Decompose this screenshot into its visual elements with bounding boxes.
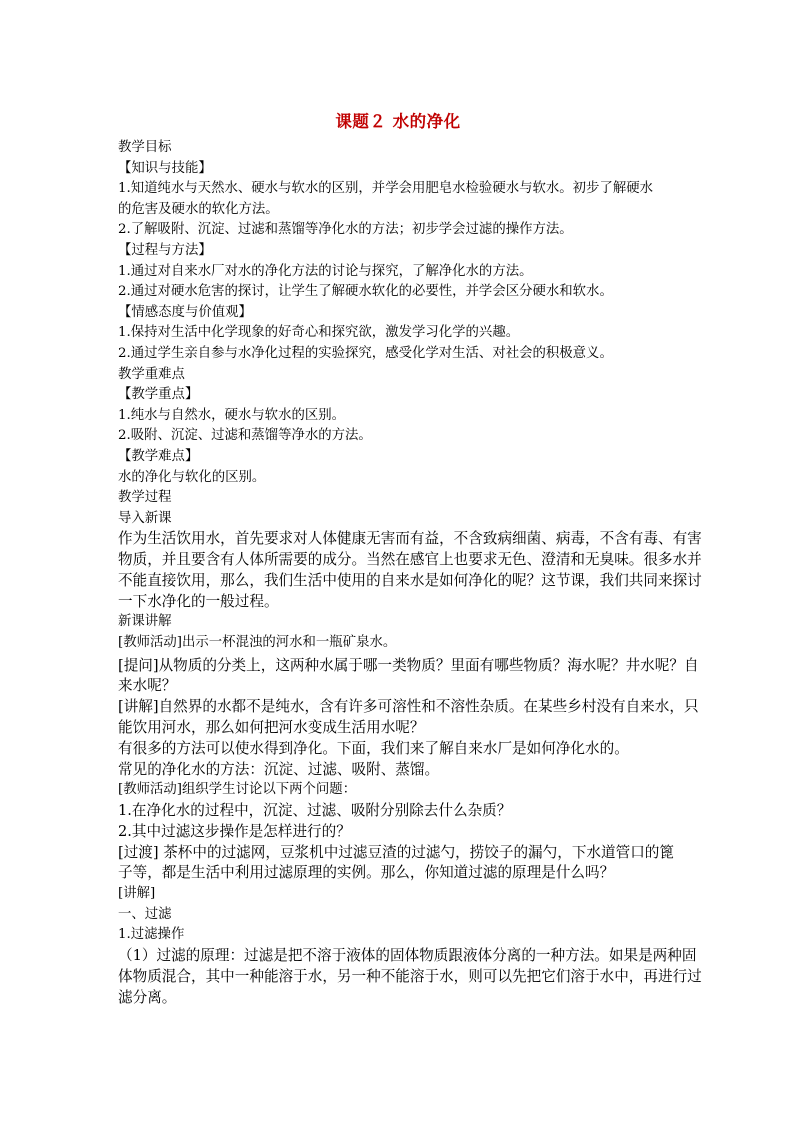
text-line: 1.通过对自来水厂对水的净化方法的讨论与探究，了解净化水的方法。: [118, 263, 533, 279]
text-line: 【知识与技能】: [118, 160, 212, 176]
text-line: 子等，都是生活中利用过滤原理的实例。那么，你知道过滤的原理是什么吗？: [118, 864, 615, 882]
text-line: 常见的净化水的方法：沉淀、过滤、吸附、蒸馏。: [118, 760, 440, 778]
text-line: 来水呢？: [118, 677, 177, 695]
page-title: 课题２ 水的净化: [335, 112, 461, 131]
text-line: 1.保持对生活中化学现象的好奇心和探究欲，激发学习化学的兴趣。: [118, 325, 520, 341]
text-line: 1.知道纯水与天然水、硬水与软水的区别，并学会用肥皂水检验硬水与软水。初步了解硬水: [118, 181, 654, 197]
text-line: 一、过滤: [118, 906, 172, 922]
section-question: [118, 656, 699, 781]
text-line: 2.了解吸附、沉淀、过滤和蒸馏等净化水的方法；初步学会过滤的操作方法。: [118, 222, 573, 238]
document-page: [118, 108, 702, 1008]
text-line: 的危害及硬水的软化方法。: [118, 201, 279, 217]
text-line: 作为生活饮用水，首先要求对人体健康无害而有益，不含致病细菌、病毒，不含有毒、有害: [118, 530, 702, 548]
text-line: 2.吸附、沉淀、过滤和蒸馏等净水的方法。: [118, 428, 372, 444]
section-filtration: [118, 884, 678, 946]
text-line: [讲解]: [118, 886, 156, 902]
text-line: 一下水净化的一般过程。: [118, 592, 279, 610]
text-line: 1.纯水与自然水，硬水与软水的区别。: [118, 407, 346, 423]
text-line: （1）过滤的原理：过滤是把不溶于液体的固体物质跟液体分离的一种方法。如果是两种固: [118, 947, 697, 964]
text-line: 1.在净化水的过程中，沉淀、过滤、吸附分别除去什么杂质？: [118, 802, 512, 820]
text-line: [教师活动]组织学生讨论以下两个问题：: [118, 782, 357, 798]
section-discussion: [118, 780, 678, 842]
text-line: 新课讲解: [118, 614, 172, 630]
text-line: 有很多的方法可以使水得到净化。下面，我们来了解自来水厂是如何净化水的。: [118, 739, 629, 757]
text-line: 2.通过学生亲自参与水净化过程的实验探究，感受化学对生活、对社会的积极意义。: [118, 345, 613, 361]
text-line: 教学过程: [118, 490, 172, 506]
text-line: 【过程与方法】: [118, 242, 212, 258]
text-line: 滤分离。: [118, 988, 177, 1006]
text-line: 1.过滤操作: [118, 927, 185, 943]
section-intro: [118, 529, 702, 612]
text-line: 教学重难点: [118, 366, 185, 382]
section-new-lesson: [118, 612, 678, 653]
text-line: 2.其中过滤这步操作是怎样进行的？: [118, 822, 351, 840]
text-line: [教师活动]出示一杯混浊的河水和一瓶矿泉水。: [118, 635, 397, 651]
text-line: 体物质混合，其中一种能溶于水，另一种不能溶于水，则可以先把它们溶于水中，再进行过: [118, 967, 702, 985]
text-line: [提问]从物质的分类上，这两种水属于哪一类物质？里面有哪些物质？海水呢？井水呢？自: [118, 656, 699, 674]
text-line: [讲解]自然界的水都不是纯水，含有许多可溶性和不溶性杂质。在某些乡村没有自来水，只: [118, 698, 699, 716]
text-line: 物质，并且要含有人体所需要的成分。当然在感官上也要求无色、澄清和无臭味。很多水并: [118, 551, 702, 569]
text-line: 【教学重点】: [118, 387, 199, 403]
section-objectives: [118, 138, 678, 529]
text-line: 【教学难点】: [118, 448, 199, 464]
text-line: [过渡] 茶杯中的过滤网，豆浆机中过滤豆渣的过滤勺，捞饺子的漏勺，下水道管口的篦: [118, 843, 674, 861]
section-filtration-principle: [118, 946, 702, 1008]
text-line: 2.通过对硬水危害的探讨，让学生了解硬水软化的必要性，并学会区分硬水和软水。: [118, 284, 613, 300]
text-line: 能饮用河水，那么如何把河水变成生活用水呢？: [118, 719, 425, 737]
text-line: 导入新课: [118, 510, 172, 526]
section-transition: [118, 843, 678, 885]
text-line: 教学目标: [118, 140, 172, 155]
text-line: 【情感态度与价值观】: [118, 304, 252, 320]
text-line: 水的净化与软化的区别。: [118, 469, 266, 485]
text-line: 不能直接饮用，那么，我们生活中使用的自来水是如何净化的呢？这节课，我们共同来探讨: [118, 571, 702, 589]
